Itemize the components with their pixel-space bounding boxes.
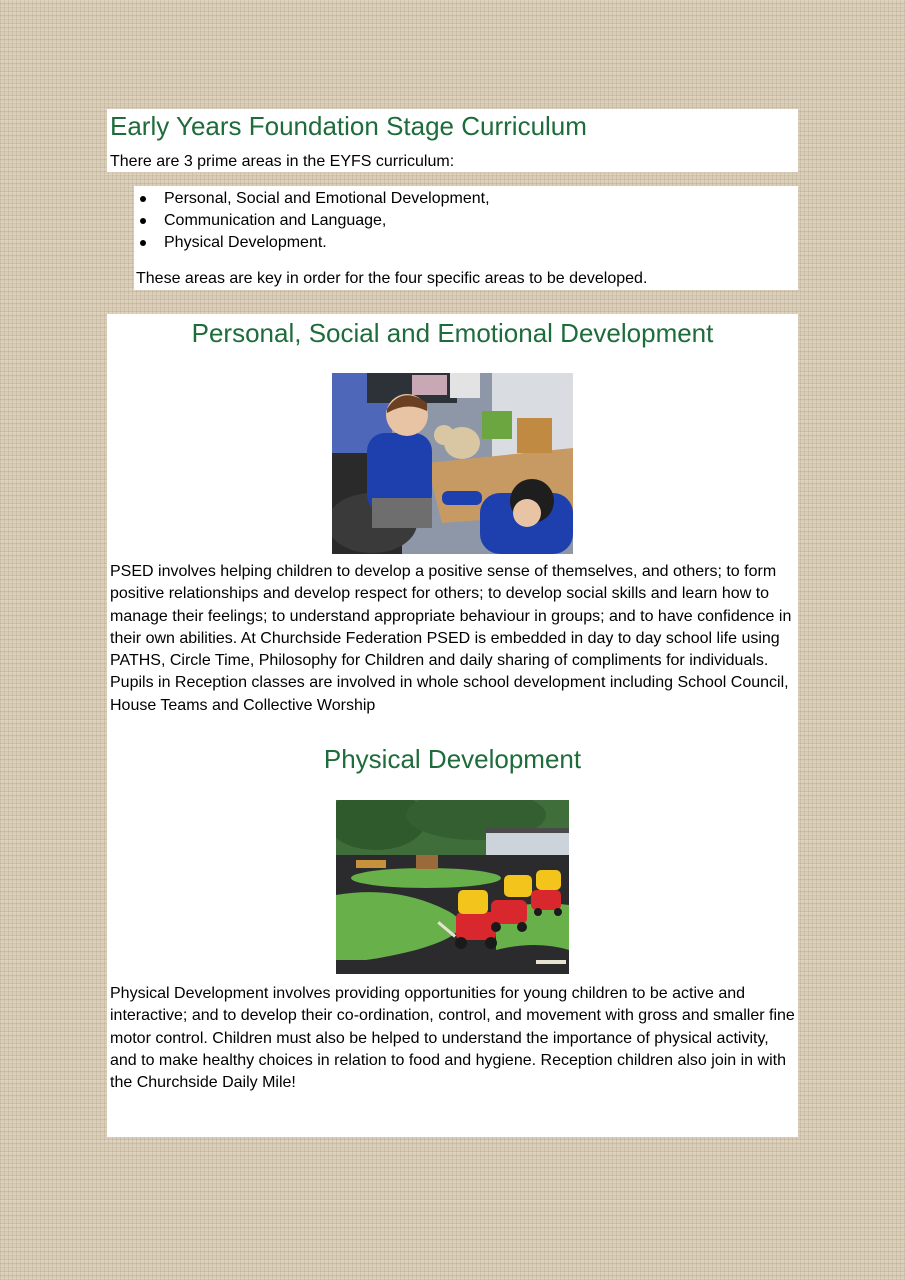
prime-areas-list: [137, 188, 490, 254]
bullet-icon: [140, 218, 146, 224]
physical-development-paragraph: Physical Development involves providing opportunities for young children to be active and interactive; and to develop their co-ordination, control, and movement with gross and smaller fine motor control. Children must also be helped to understand the importance of physical activity, and to make healthy choices in relation to food and hygiene. Reception children also join in with the Churchside Daily Mile!: [110, 985, 795, 1092]
list-item: Personal, Social and Emotional Development,: [137, 188, 490, 210]
intro-text: There are 3 prime areas in the EYFS curriculum:: [110, 153, 455, 170]
playground-cars-image: [336, 800, 569, 974]
content-panel: [107, 314, 798, 1137]
psed-photo: [332, 373, 573, 554]
list-item: Physical Development.: [137, 232, 490, 254]
bullet-icon: [140, 240, 146, 246]
prime-areas-panel: [134, 186, 798, 290]
page-title: Early Years Foundation Stage Curriculum: [110, 111, 587, 141]
physical-development-heading: Physical Development: [323, 744, 582, 774]
list-item: Communication and Language,: [137, 210, 490, 232]
physical-development-photo: [336, 800, 569, 974]
psed-paragraph: PSED involves helping children to develop a positive sense of themselves, and others; to form positive relationships and develop respect for others; to develop social skills and learn how to manage their feelings; to understand appropriate behaviour in groups; and to have confidence in their own abilities. At Churchside Federation PSED is embedded in day to day school life using PATHS, Circle Time, Philosophy for Children and daily sharing of compliments for individuals. Pupils in Reception classes are involved in whole school development including School Council, House Teams and Collective Worship: [110, 563, 792, 714]
bullet-icon: [140, 196, 146, 202]
title-panel: [107, 109, 798, 172]
children-playing-image: [332, 373, 573, 554]
psed-heading: Personal, Social and Emotional Development: [191, 318, 714, 348]
prime-areas-summary: These areas are key in order for the four specific areas to be developed.: [136, 270, 648, 287]
